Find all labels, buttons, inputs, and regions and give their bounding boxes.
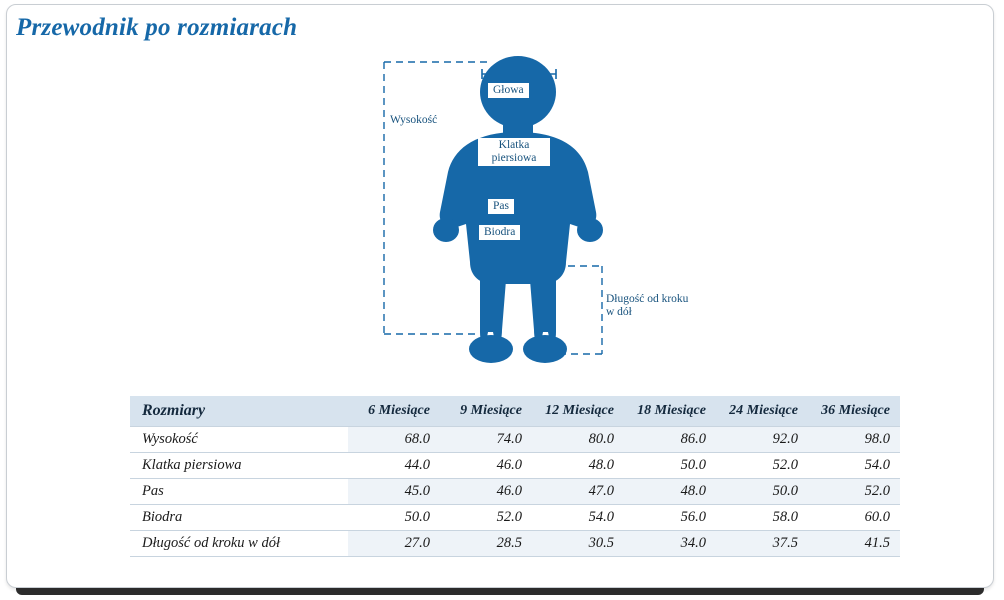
table-row <box>130 505 900 531</box>
table-row-label: Biodra <box>130 505 348 531</box>
table-corner-header: Rozmiary <box>130 396 348 427</box>
card-base-shadow <box>16 588 984 595</box>
table-body <box>130 427 900 557</box>
table-cell: 41.5 <box>808 531 900 557</box>
size-chart-table <box>130 396 900 557</box>
table-cell: 98.0 <box>808 427 900 453</box>
table-column-header: 24 Miesiące <box>716 396 808 427</box>
table-row-label: Klatka piersiowa <box>130 453 348 479</box>
figure-label-hips: Biodra <box>479 225 520 240</box>
table-cell: 47.0 <box>532 479 624 505</box>
table-cell: 74.0 <box>440 427 532 453</box>
table-cell: 68.0 <box>348 427 440 453</box>
table-cell: 30.5 <box>532 531 624 557</box>
table-header-row <box>130 396 900 427</box>
table-row-label: Pas <box>130 479 348 505</box>
table-cell: 46.0 <box>440 453 532 479</box>
table-column-header: 18 Miesiące <box>624 396 716 427</box>
table-row <box>130 453 900 479</box>
figure-label-head: Głowa <box>488 83 529 98</box>
table-cell: 86.0 <box>624 427 716 453</box>
table-cell: 54.0 <box>532 505 624 531</box>
page-title: Przewodnik po rozmiarach <box>16 14 298 41</box>
table-cell: 50.0 <box>348 505 440 531</box>
figure-label-height: Wysokość <box>390 114 438 126</box>
figure-label-chest: Klatka piersiowa <box>478 138 550 166</box>
table-row <box>130 531 900 557</box>
table-cell: 28.5 <box>440 531 532 557</box>
table-cell: 45.0 <box>348 479 440 505</box>
figure-label-waist: Pas <box>488 199 514 214</box>
table-cell: 52.0 <box>808 479 900 505</box>
table-column-header: 36 Miesiące <box>808 396 900 427</box>
table-cell: 48.0 <box>624 479 716 505</box>
table-cell: 34.0 <box>624 531 716 557</box>
table-row-label: Długość od kroku w dół <box>130 531 348 557</box>
table-cell: 80.0 <box>532 427 624 453</box>
table-cell: 56.0 <box>624 505 716 531</box>
table-cell: 50.0 <box>624 453 716 479</box>
table-cell: 54.0 <box>808 453 900 479</box>
table-column-header: 9 Miesiące <box>440 396 532 427</box>
table-column-header: 6 Miesiące <box>348 396 440 427</box>
table-row <box>130 479 900 505</box>
table-row-label: Wysokość <box>130 427 348 453</box>
table-cell: 27.0 <box>348 531 440 557</box>
table-cell: 50.0 <box>716 479 808 505</box>
table-cell: 52.0 <box>716 453 808 479</box>
table-column-header: 12 Miesiące <box>532 396 624 427</box>
table-row <box>130 427 900 453</box>
body-measurement-figure <box>330 44 690 374</box>
table-cell: 46.0 <box>440 479 532 505</box>
figure-label-inseam: Długość od kroku w dół <box>606 293 689 319</box>
table-cell: 37.5 <box>716 531 808 557</box>
table-cell: 60.0 <box>808 505 900 531</box>
table-cell: 58.0 <box>716 505 808 531</box>
table-cell: 44.0 <box>348 453 440 479</box>
table-header <box>130 396 900 427</box>
table-cell: 92.0 <box>716 427 808 453</box>
table-cell: 52.0 <box>440 505 532 531</box>
table-cell: 48.0 <box>532 453 624 479</box>
